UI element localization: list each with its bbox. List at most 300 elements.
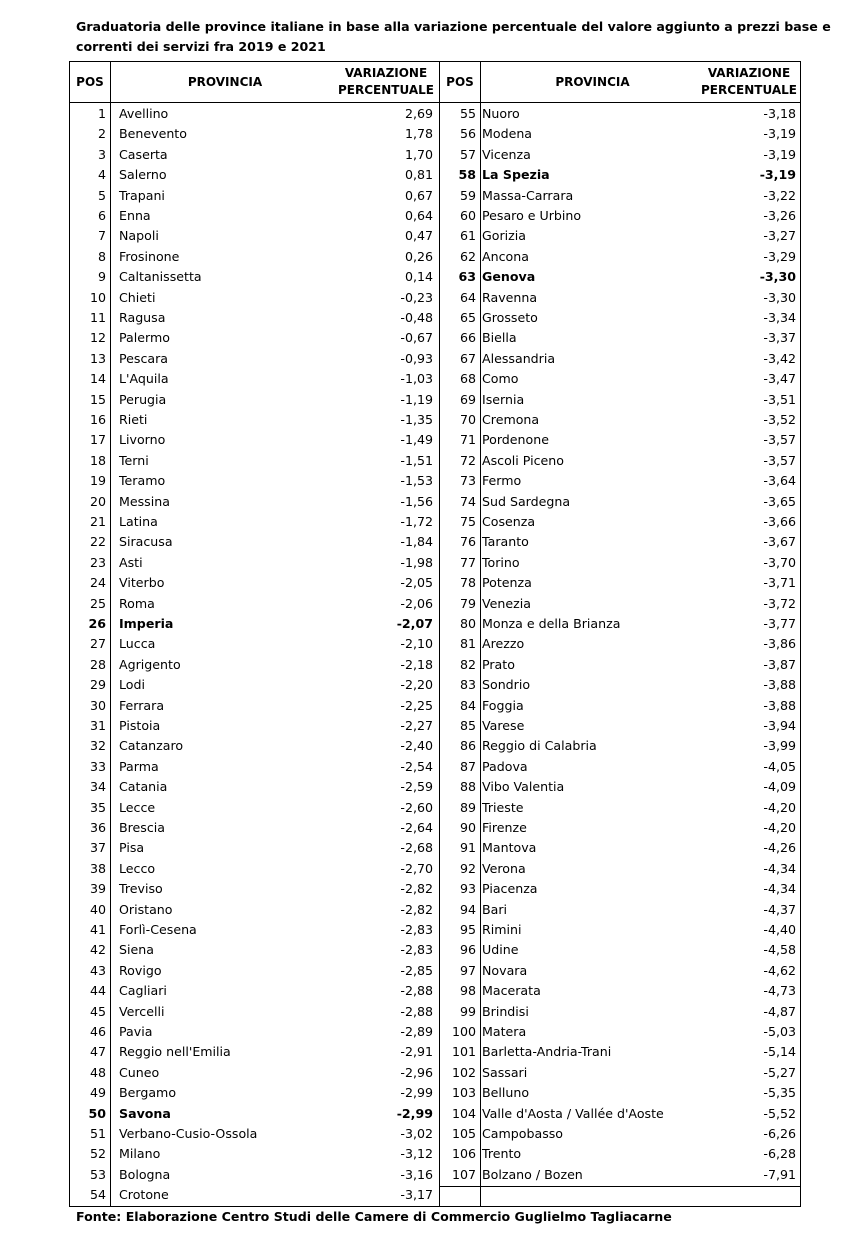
row-value: 0,47 [404, 228, 433, 244]
row-pos: 76 [459, 534, 476, 550]
row-value: -3,86 [763, 636, 796, 652]
row-province: Sondrio [482, 677, 531, 693]
row-value: -3,88 [763, 697, 796, 713]
row-pos: 19 [89, 473, 106, 489]
table-row [70, 757, 800, 777]
row-pos: 63 [458, 269, 476, 285]
row-value: -3,88 [763, 677, 796, 693]
row-province: Venezia [482, 595, 531, 611]
row-province: Parma [119, 758, 159, 774]
row-value: -3,18 [763, 106, 796, 121]
row-pos: 75 [459, 514, 476, 529]
row-province: Enna [119, 208, 151, 223]
row-pos: 29 [89, 677, 106, 693]
row-province: Lucca [119, 636, 156, 652]
row-pos: 16 [89, 412, 106, 427]
row-province: Genova [482, 269, 536, 285]
row-province: Palermo [119, 330, 170, 346]
row-province: Taranto [482, 534, 529, 550]
row-value: -1,84 [400, 534, 433, 550]
row-province: Sassari [482, 1064, 528, 1080]
row-pos: 66 [459, 330, 476, 346]
row-pos: 65 [459, 310, 476, 325]
row-value: -2,83 [400, 942, 433, 958]
row-pos: 13 [89, 350, 106, 366]
table-row [70, 349, 800, 369]
row-province: Padova [482, 758, 528, 774]
row-pos: 98 [459, 983, 476, 999]
row-value: -3,47 [763, 371, 796, 387]
row-value: -2,18 [400, 656, 433, 672]
header-provincia-left: PROVINCIA [187, 74, 263, 89]
row-province: Salerno [119, 167, 167, 183]
row-pos: 30 [89, 697, 106, 713]
row-province: Pisa [119, 840, 145, 856]
table-row [70, 798, 800, 818]
row-value: -3,57 [763, 452, 796, 468]
header-divider [70, 102, 800, 103]
row-pos: 15 [89, 391, 106, 407]
row-province: Pordenone [482, 432, 549, 448]
row-province: Valle d'Aosta / Vallée d'Aoste [482, 1105, 664, 1121]
table-row [70, 165, 800, 185]
row-province: Reggio di Calabria [482, 738, 597, 754]
row-pos: 92 [459, 860, 476, 876]
row-pos: 61 [459, 228, 476, 244]
row-value: -4,58 [763, 942, 796, 958]
table-row [70, 124, 800, 144]
row-pos: 20 [89, 493, 106, 509]
row-province: Nuoro [482, 106, 520, 121]
row-province: Prato [482, 656, 515, 672]
row-pos: 42 [89, 942, 106, 958]
row-province: Vicenza [482, 146, 531, 162]
row-province: Catanzaro [119, 738, 184, 754]
row-province: Pistoia [119, 718, 161, 733]
row-pos: 69 [459, 391, 476, 407]
table-row [70, 900, 800, 920]
row-pos: 57 [459, 146, 476, 162]
row-province: Frosinone [119, 248, 180, 264]
row-province: Mantova [482, 840, 537, 856]
row-pos: 102 [451, 1064, 476, 1080]
row-value: -4,73 [763, 983, 796, 999]
table-row [70, 961, 800, 981]
row-province: Firenze [482, 820, 527, 835]
row-province: Bolzano / Bozen [482, 1166, 583, 1182]
row-value: 0,81 [404, 167, 433, 183]
row-pos: 17 [89, 432, 106, 448]
ranking-table [69, 61, 801, 1207]
row-value: -2,88 [400, 983, 433, 999]
row-value: 1,78 [404, 126, 433, 142]
row-value: -3,17 [400, 1187, 433, 1203]
row-value: -3,34 [763, 310, 796, 325]
row-value: -1,19 [400, 391, 433, 407]
table-row [70, 920, 800, 940]
row-value: -2,83 [400, 922, 433, 937]
table-row [70, 267, 800, 287]
row-province: Ravenna [482, 289, 538, 305]
row-value: 0,26 [404, 248, 433, 264]
row-pos: 83 [459, 677, 476, 693]
row-value: 1,70 [404, 146, 433, 162]
row-province: Bari [482, 901, 508, 917]
row-value: -1,98 [400, 554, 433, 570]
table-row [70, 879, 800, 899]
row-province: Agrigento [119, 656, 181, 672]
table-row [70, 594, 800, 614]
row-value: -2,96 [400, 1064, 433, 1080]
row-value: -2,05 [400, 575, 433, 591]
row-province: La Spezia [482, 167, 550, 183]
row-province: Crotone [119, 1187, 169, 1203]
row-value: -3,19 [763, 126, 796, 142]
row-pos: 4 [97, 167, 106, 183]
table-row [70, 614, 800, 634]
row-province: Lecco [119, 860, 156, 876]
row-province: Cagliari [119, 983, 167, 999]
row-value: -0,23 [400, 289, 433, 305]
row-pos: 46 [89, 1024, 106, 1039]
row-pos: 80 [459, 616, 476, 631]
table-row [70, 104, 800, 124]
row-value: -5,03 [763, 1024, 796, 1039]
row-province: Novara [482, 962, 528, 978]
row-pos: 12 [89, 330, 106, 346]
row-province: Potenza [482, 575, 532, 591]
row-pos: 81 [459, 636, 476, 652]
row-province: Varese [482, 718, 525, 733]
row-pos: 36 [89, 820, 106, 835]
row-pos: 79 [459, 595, 476, 611]
row-value: -3,37 [763, 330, 796, 346]
row-value: -5,35 [763, 1085, 796, 1101]
row-province: Ragusa [119, 310, 166, 325]
row-pos: 74 [459, 493, 476, 509]
row-pos: 7 [97, 228, 106, 244]
row-pos: 68 [459, 371, 476, 387]
row-value: 0,14 [404, 269, 433, 285]
row-province: Trieste [482, 799, 524, 815]
row-value: -4,34 [763, 881, 796, 897]
row-value: -1,51 [400, 452, 433, 468]
table-row [70, 1144, 800, 1164]
row-province: Brindisi [482, 1003, 529, 1019]
row-value: -2,88 [400, 1003, 433, 1019]
row-value: -0,93 [400, 350, 433, 366]
row-pos: 77 [459, 554, 476, 570]
table-row [70, 981, 800, 1001]
row-province: Avellino [119, 106, 169, 121]
row-value: -5,14 [763, 1044, 796, 1060]
row-value: -2,82 [400, 901, 433, 917]
row-value: -4,20 [763, 799, 796, 815]
row-value: -2,25 [400, 697, 433, 713]
header-pos-right: POS [446, 74, 474, 89]
row-province: Rieti [119, 412, 148, 427]
row-pos: 54 [89, 1187, 106, 1203]
row-pos: 87 [459, 758, 476, 774]
row-value: -7,91 [763, 1166, 796, 1182]
row-pos: 44 [89, 983, 106, 999]
row-value: 2,69 [404, 106, 433, 121]
table-row [70, 818, 800, 838]
row-value: -2,89 [400, 1024, 433, 1039]
row-value: -2,54 [400, 758, 433, 774]
row-pos: 100 [451, 1024, 476, 1039]
row-province: Ancona [482, 248, 529, 264]
table-row [70, 226, 800, 246]
row-pos: 38 [89, 860, 106, 876]
row-pos: 55 [459, 106, 476, 121]
row-pos: 39 [89, 881, 106, 897]
row-value: -3,16 [400, 1166, 433, 1182]
row-value: -2,64 [400, 820, 433, 835]
row-pos: 18 [89, 452, 106, 468]
row-province: Pesaro e Urbino [482, 208, 582, 223]
row-province: Cuneo [119, 1064, 160, 1080]
row-pos: 8 [97, 248, 106, 264]
table-row [70, 532, 800, 552]
source-note: Fonte: Elaborazione Centro Studi delle Camere di Commercio Guglielmo Tagliacarne [76, 1209, 672, 1224]
row-province: Foggia [482, 697, 524, 713]
row-pos: 31 [89, 718, 106, 733]
table-row [70, 1042, 800, 1062]
row-value: -2,59 [400, 779, 433, 795]
row-pos: 101 [451, 1044, 476, 1060]
row-province: Trapani [119, 187, 165, 203]
table-row [70, 247, 800, 267]
row-province: Udine [482, 942, 519, 958]
row-value: -3,22 [763, 187, 796, 203]
row-province: Livorno [119, 432, 166, 448]
row-pos: 6 [97, 208, 106, 223]
row-pos: 28 [89, 656, 106, 672]
row-value: -3,64 [763, 473, 796, 489]
row-province: Piacenza [482, 881, 538, 897]
row-pos: 71 [459, 432, 476, 448]
row-value: -2,70 [400, 860, 433, 876]
table-row [70, 573, 800, 593]
row-province: Oristano [119, 901, 173, 917]
row-province: Barletta-Andria-Trani [482, 1044, 612, 1060]
row-value: -1,35 [400, 412, 433, 427]
row-value: -3,66 [763, 514, 796, 529]
row-province: Asti [119, 554, 143, 570]
row-pos: 47 [89, 1044, 106, 1060]
row-value: -4,62 [763, 962, 796, 978]
row-value: -3,19 [763, 146, 796, 162]
row-pos: 26 [88, 616, 106, 631]
table-row [70, 328, 800, 348]
row-pos: 58 [458, 167, 476, 183]
row-value: -3,94 [763, 718, 796, 733]
row-province: Vibo Valentia [482, 779, 565, 795]
row-pos: 23 [89, 554, 106, 570]
row-value: -6,26 [763, 1126, 796, 1141]
row-value: 0,67 [404, 187, 433, 203]
row-pos: 73 [459, 473, 476, 489]
row-value: -3,72 [763, 595, 796, 611]
row-value: -4,09 [763, 779, 796, 795]
row-province: Milano [119, 1146, 161, 1162]
row-province: Napoli [119, 228, 159, 244]
row-province: Savona [119, 1105, 171, 1121]
row-value: -3,29 [763, 248, 796, 264]
row-pos: 52 [89, 1146, 106, 1162]
table-row [70, 777, 800, 797]
header-pos-left: POS [76, 74, 104, 89]
row-value: -2,91 [400, 1044, 433, 1060]
row-value: -3,67 [763, 534, 796, 550]
table-row [70, 1083, 800, 1103]
row-value: -2,82 [400, 881, 433, 897]
row-province: Ascoli Piceno [482, 452, 564, 468]
row-pos: 49 [89, 1085, 106, 1101]
row-value: -0,67 [400, 330, 433, 346]
row-province: Arezzo [482, 636, 525, 652]
row-pos: 107 [451, 1166, 476, 1182]
row-pos: 104 [451, 1105, 476, 1121]
row-province: Campobasso [482, 1126, 564, 1141]
row-pos: 60 [459, 208, 476, 223]
row-province: Caltanissetta [119, 269, 202, 285]
row-pos: 33 [89, 758, 106, 774]
row-pos: 72 [459, 452, 476, 468]
row-pos: 88 [459, 779, 476, 795]
row-value: -1,72 [400, 514, 433, 529]
row-pos: 82 [459, 656, 476, 672]
row-pos: 51 [89, 1126, 106, 1141]
row-pos: 21 [89, 514, 106, 529]
table-row [70, 1022, 800, 1042]
row-value: 0,64 [404, 208, 433, 223]
row-value: -3,71 [763, 575, 796, 591]
row-pos: 10 [89, 289, 106, 305]
row-province: Siena [119, 942, 154, 958]
table-row [70, 492, 800, 512]
header-variazione-right: VARIAZIONE PERCENTUALE [701, 66, 797, 97]
table-row [70, 675, 800, 695]
row-province: Alessandria [482, 350, 556, 366]
row-province: Belluno [482, 1085, 530, 1101]
row-pos: 94 [459, 901, 476, 917]
table-row [70, 390, 800, 410]
row-province: Treviso [119, 881, 163, 897]
row-pos: 91 [459, 840, 476, 856]
table-row [70, 696, 800, 716]
row-province: Torino [482, 554, 520, 570]
row-province: Roma [119, 595, 155, 611]
row-pos: 5 [97, 187, 106, 203]
row-value: -0,48 [400, 310, 433, 325]
row-value: -1,53 [400, 473, 433, 489]
table-row [70, 1104, 800, 1124]
table-row [70, 553, 800, 573]
row-province: Latina [119, 514, 158, 529]
row-pos: 62 [459, 248, 476, 264]
row-province: Lodi [119, 677, 145, 693]
row-pos: 96 [459, 942, 476, 958]
row-value: -3,70 [763, 554, 796, 570]
row-pos: 43 [89, 962, 106, 978]
row-province: Pescara [119, 350, 168, 366]
row-province: Macerata [482, 983, 541, 999]
row-province: Monza e della Brianza [482, 616, 621, 631]
row-value: -3,65 [763, 493, 796, 509]
row-value: -3,19 [759, 167, 796, 183]
row-province: Matera [482, 1024, 527, 1039]
row-value: -3,87 [763, 656, 796, 672]
table-row [70, 369, 800, 389]
row-value: -2,40 [400, 738, 433, 754]
row-pos: 3 [97, 146, 106, 162]
row-value: -4,20 [763, 820, 796, 835]
row-pos: 53 [89, 1166, 106, 1182]
row-province: Verona [482, 860, 526, 876]
table-row [70, 655, 800, 675]
row-pos: 99 [459, 1003, 476, 1019]
row-pos: 64 [459, 289, 476, 305]
row-province: Perugia [119, 391, 167, 407]
row-pos: 2 [97, 126, 106, 142]
row-province: Fermo [482, 473, 522, 489]
row-pos: 50 [88, 1105, 106, 1121]
header-variazione-left: VARIAZIONE PERCENTUALE [338, 66, 434, 97]
row-pos: 90 [459, 820, 476, 835]
row-pos: 78 [459, 575, 476, 591]
row-province: Rimini [482, 922, 522, 937]
row-value: -2,27 [400, 718, 433, 733]
row-value: -3,57 [763, 432, 796, 448]
row-province: Grosseto [482, 310, 538, 325]
table-row [70, 634, 800, 654]
row-province: L'Aquila [119, 371, 169, 387]
table-row [70, 1165, 800, 1185]
row-value: -2,99 [396, 1105, 433, 1121]
row-province: Cosenza [482, 514, 536, 529]
row-value: -2,06 [400, 595, 433, 611]
row-value: -3,99 [763, 738, 796, 754]
row-province: Modena [482, 126, 533, 142]
row-province: Pavia [119, 1024, 153, 1039]
row-pos: 32 [89, 738, 106, 754]
table-row [70, 716, 800, 736]
row-value: -3,12 [400, 1146, 433, 1162]
row-value: -4,05 [763, 758, 796, 774]
row-province: Bergamo [119, 1085, 177, 1101]
row-value: -2,20 [400, 677, 433, 693]
row-province: Teramo [119, 473, 166, 489]
row-province: Biella [482, 330, 517, 346]
row-province: Caserta [119, 146, 168, 162]
row-province: Trento [482, 1146, 522, 1162]
row-value: -3,42 [763, 350, 796, 366]
row-value: -2,07 [396, 616, 433, 631]
row-value: -6,28 [763, 1146, 796, 1162]
table-row [70, 186, 800, 206]
row-pos: 22 [89, 534, 106, 550]
table-row [70, 206, 800, 226]
table-row [70, 471, 800, 491]
row-pos: 93 [459, 881, 476, 897]
row-province: Massa-Carrara [482, 187, 574, 203]
table-row [70, 1063, 800, 1083]
row-pos: 70 [459, 412, 476, 427]
row-pos: 9 [97, 269, 106, 285]
row-pos: 37 [89, 840, 106, 856]
